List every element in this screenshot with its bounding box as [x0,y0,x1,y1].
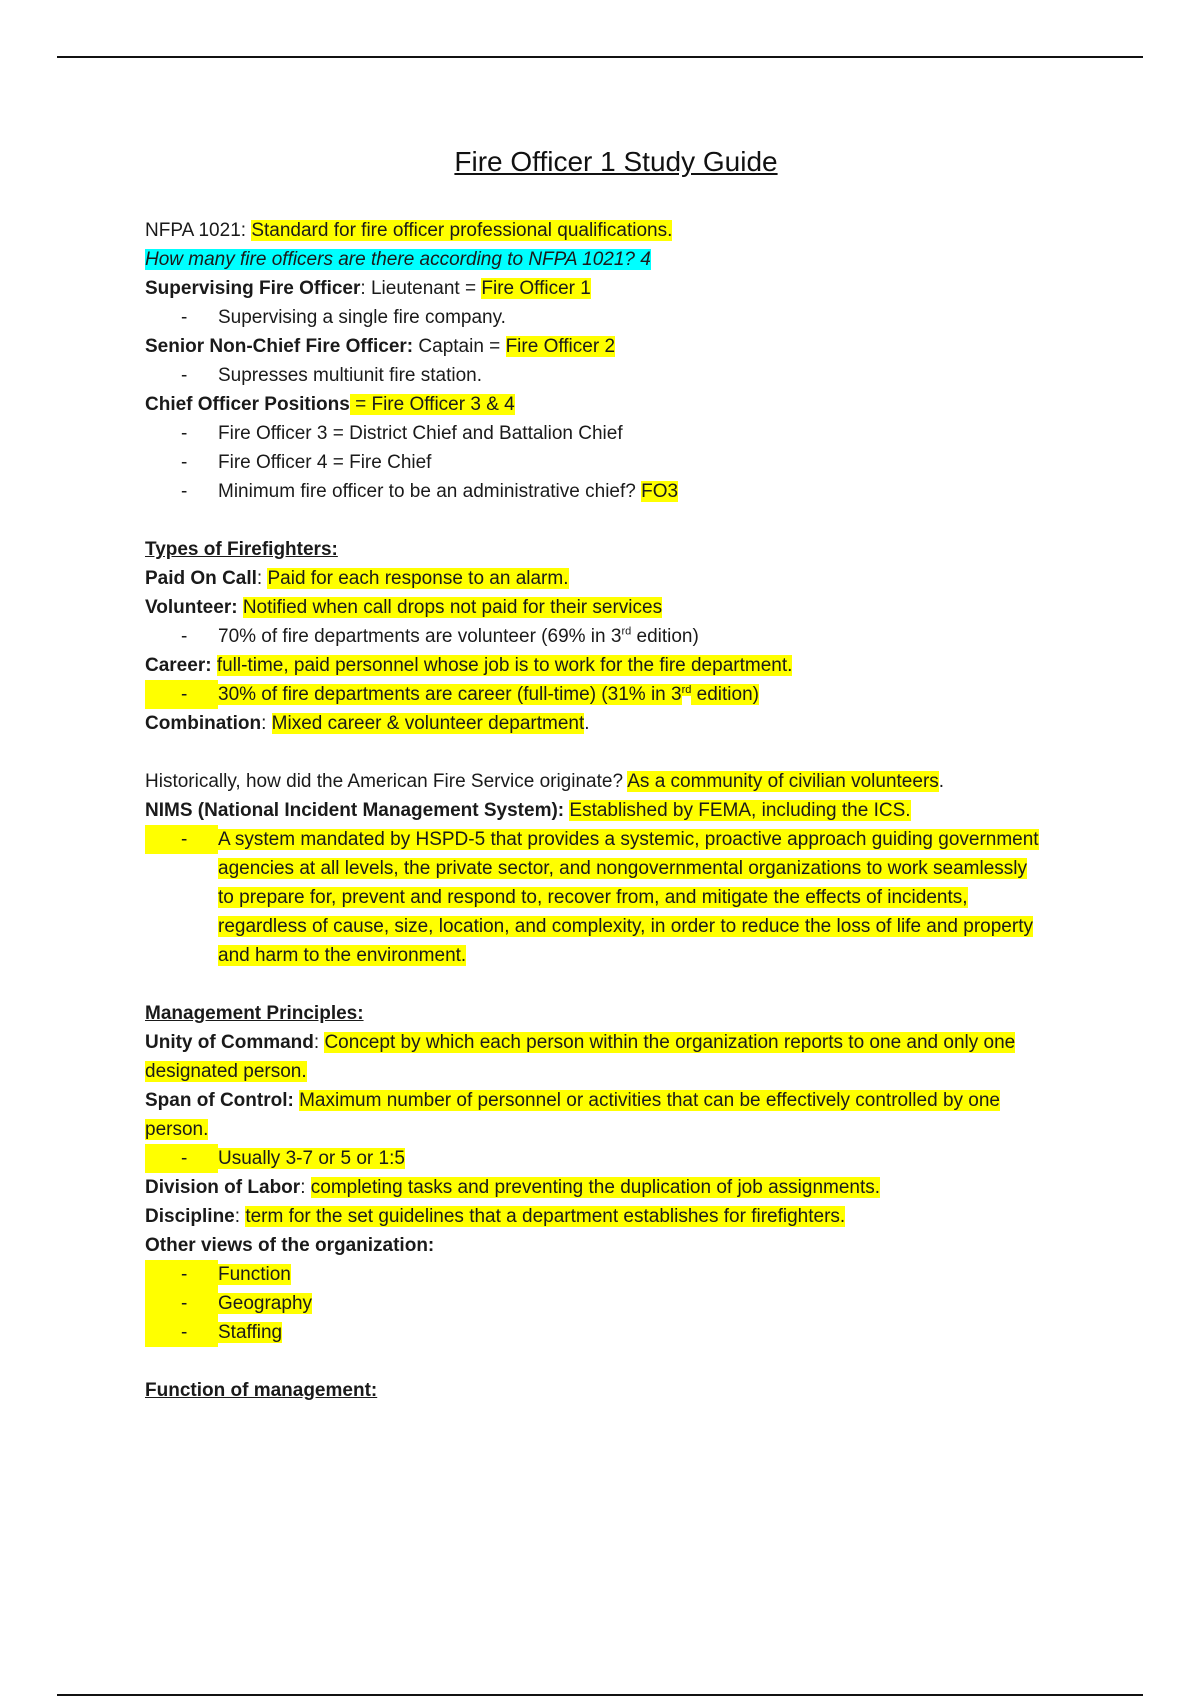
list-item [145,361,1095,390]
bullet-text [218,1289,1095,1318]
bullet-dash: - [145,1144,218,1173]
chief-value: = Fire Officer 3 & 4 [349,394,515,415]
nfpa-line [145,216,1095,245]
span-value-end: person. [145,1119,209,1140]
management-heading-line [145,999,1095,1028]
function-heading-line [145,1376,1095,1405]
senior-line [145,332,1095,361]
list-item-continued [145,883,1095,912]
bullet-dash: - [181,307,188,328]
view-geography: Geography [218,1293,313,1314]
nims-label: NIMS (National Incident Management System): [145,800,565,821]
list-item [145,622,1095,651]
bullet-dash: - [145,825,218,854]
bullet-dash: - [181,365,188,386]
bullet-dash: - [145,1289,218,1318]
career-label: Career: [145,655,212,676]
page-title: Fire Officer 1 Study Guide [454,146,778,177]
bullet-dash: - [145,680,218,709]
discipline-label: Discipline [145,1206,235,1227]
bullet-dash: - [181,481,188,502]
paid-value: Paid for each response to an alarm. [267,568,569,589]
list-item [145,1318,1095,1347]
bullet-text [218,1318,1095,1347]
bullet-dash: - [145,1260,218,1289]
section-heading-types: Types of Firefighters: [145,539,338,560]
senior-mid: Captain = [413,336,506,357]
question-line [145,245,1095,274]
bullet-text [218,1260,1095,1289]
bullet-indent [145,912,218,941]
combination-label: Combination [145,713,262,734]
unity-value-end: designated person. [145,1061,307,1082]
supervising-value: Fire Officer 1 [481,278,591,299]
discipline-value: term for the set guidelines that a department establishes for firefighters. [245,1206,846,1227]
bullet-indent [145,854,218,883]
list-item [145,825,1095,854]
span-value: Maximum number of personnel or activities that can be effectively controlled by one [299,1090,1000,1111]
chief-answer: FO3 [641,481,679,502]
nims-detail-line: agencies at all levels, the private sector, and nongovernmental organizations to work seamlessly [218,858,1027,879]
nims-line [145,796,1095,825]
span-line-continued [145,1115,1095,1144]
list-item [145,1144,1095,1173]
unity-line: Unity of Command: Concept by which each person within the organization reports to one and only one [145,1032,1016,1053]
view-staffing: Staffing [218,1322,283,1343]
bullet-text [218,1144,1095,1173]
career-stat: 30% of fire departments are career (full-time) (31% in 3 [218,684,682,705]
other-views-label: Other views of the organization: [145,1235,435,1256]
bullet-dash: - [145,1318,218,1347]
bullet-indent [145,941,218,970]
document-body [145,216,1095,1405]
bullet-text [218,854,1095,883]
view-function: Function [218,1264,291,1285]
nfpa-label: NFPA 1021: [145,220,252,241]
span-bullet: Usually 3-7 or 5 or 1:5 [218,1148,405,1169]
list-item [145,303,1095,332]
division-line: Division of Labor: completing tasks and preventing the duplication of job assignments. [145,1177,881,1198]
list-item-continued [145,941,1095,970]
nfpa-value: Standard for fire officer professional qualifications. [251,220,673,241]
nims-value: Established by FEMA, including the ICS. [569,800,911,821]
spacer [145,738,1095,767]
history-answer: As a community of civilian volunteers [627,771,939,792]
list-item-continued [145,912,1095,941]
bullet-text [218,825,1095,854]
career-value: full-time, paid personnel whose job is to work for the fire department. [216,655,793,676]
career-line [145,651,1095,680]
volunteer-value: Notified when call drops not paid for their services [242,597,663,618]
list-item [145,448,1095,477]
division-value: completing tasks and preventing the duplication of job assignments. [310,1177,881,1198]
nims-detail-line: regardless of cause, size, location, and complexity, in order to reduce the loss of life and property [218,916,1033,937]
chief-question: Minimum fire officer to be an administrative chief? [218,481,642,502]
volunteer-stat-end: edition) [631,626,699,647]
supervising-mid: : Lieutenant = [360,278,482,299]
span-label: Span of Control: [145,1090,294,1111]
discipline-line: Discipline: term for the set guidelines that a department establishes for firefighters. [145,1206,846,1227]
bullet-text [218,883,1095,912]
bullet-dash: - [181,626,188,647]
bottom-rule [57,1694,1143,1696]
spacer [145,506,1095,535]
unity-line-continued [145,1057,1095,1086]
bullet-text [218,622,1095,651]
superscript: rd [621,625,632,638]
list-item [145,419,1095,448]
nims-detail-line: to prepare for, prevent and respond to, recover from, and mitigate the effects of incidents, [218,887,968,908]
paid-label: Paid On Call [145,568,257,589]
history-question: Historically, how did the American Fire Service originate? [145,771,628,792]
combination-value: Mixed career & volunteer department [271,713,585,734]
volunteer-stat: 70% of fire departments are volunteer (69% in 3 [218,626,622,647]
list-item [145,1260,1095,1289]
bullet-text: Supresses multiunit fire station. [218,365,483,386]
career-stat-end: edition) [691,684,759,705]
volunteer-line [145,593,1095,622]
types-heading-line [145,535,1095,564]
combination-line: Combination: Mixed career & volunteer department. [145,713,590,734]
bullet-text [218,680,1095,709]
history-line: Historically, how did the American Fire Service originate? As a community of civilian volunteers. [145,771,945,792]
nims-detail-line: A system mandated by HSPD-5 that provides a systemic, proactive approach guiding government [218,829,1039,850]
list-item-continued [145,854,1095,883]
nims-detail-line: and harm to the environment. [218,945,467,966]
chief-label: Chief Officer Positions [145,394,350,415]
paid-line: Paid On Call: Paid for each response to an alarm. [145,568,569,589]
chief-line [145,390,1095,419]
division-label: Division of Labor [145,1177,301,1198]
bullet-indent [145,883,218,912]
senior-label: Senior Non-Chief Fire Officer: [145,336,414,357]
bullet-text: Supervising a single fire company. [218,307,506,328]
bullet-text [218,941,1095,970]
supervising-line [145,274,1095,303]
top-rule [57,56,1143,58]
other-views-line [145,1231,1095,1260]
section-heading-function: Function of management: [145,1380,378,1401]
span-line [145,1086,1095,1115]
bullet-text [218,477,1095,506]
question-fire-officers: How many fire officers are there according to NFPA 1021? 4 [145,249,651,270]
senior-value: Fire Officer 2 [505,336,616,357]
bullet-text [218,912,1095,941]
bullet-text: Fire Officer 4 = Fire Chief [218,452,432,473]
list-item [145,680,1095,709]
superscript: rd [681,683,692,696]
spacer [145,1347,1095,1376]
spacer [145,970,1095,999]
bullet-dash: - [181,423,188,444]
list-item [145,477,1095,506]
section-heading-management: Management Principles: [145,1003,364,1024]
unity-value: Concept by which each person within the organization reports to one and only one [324,1032,1016,1053]
volunteer-label: Volunteer: [145,597,238,618]
bullet-text: Fire Officer 3 = District Chief and Battalion Chief [218,423,623,444]
unity-label: Unity of Command [145,1032,314,1053]
list-item [145,1289,1095,1318]
supervising-label: Supervising Fire Officer [145,278,361,299]
bullet-dash: - [181,452,188,473]
